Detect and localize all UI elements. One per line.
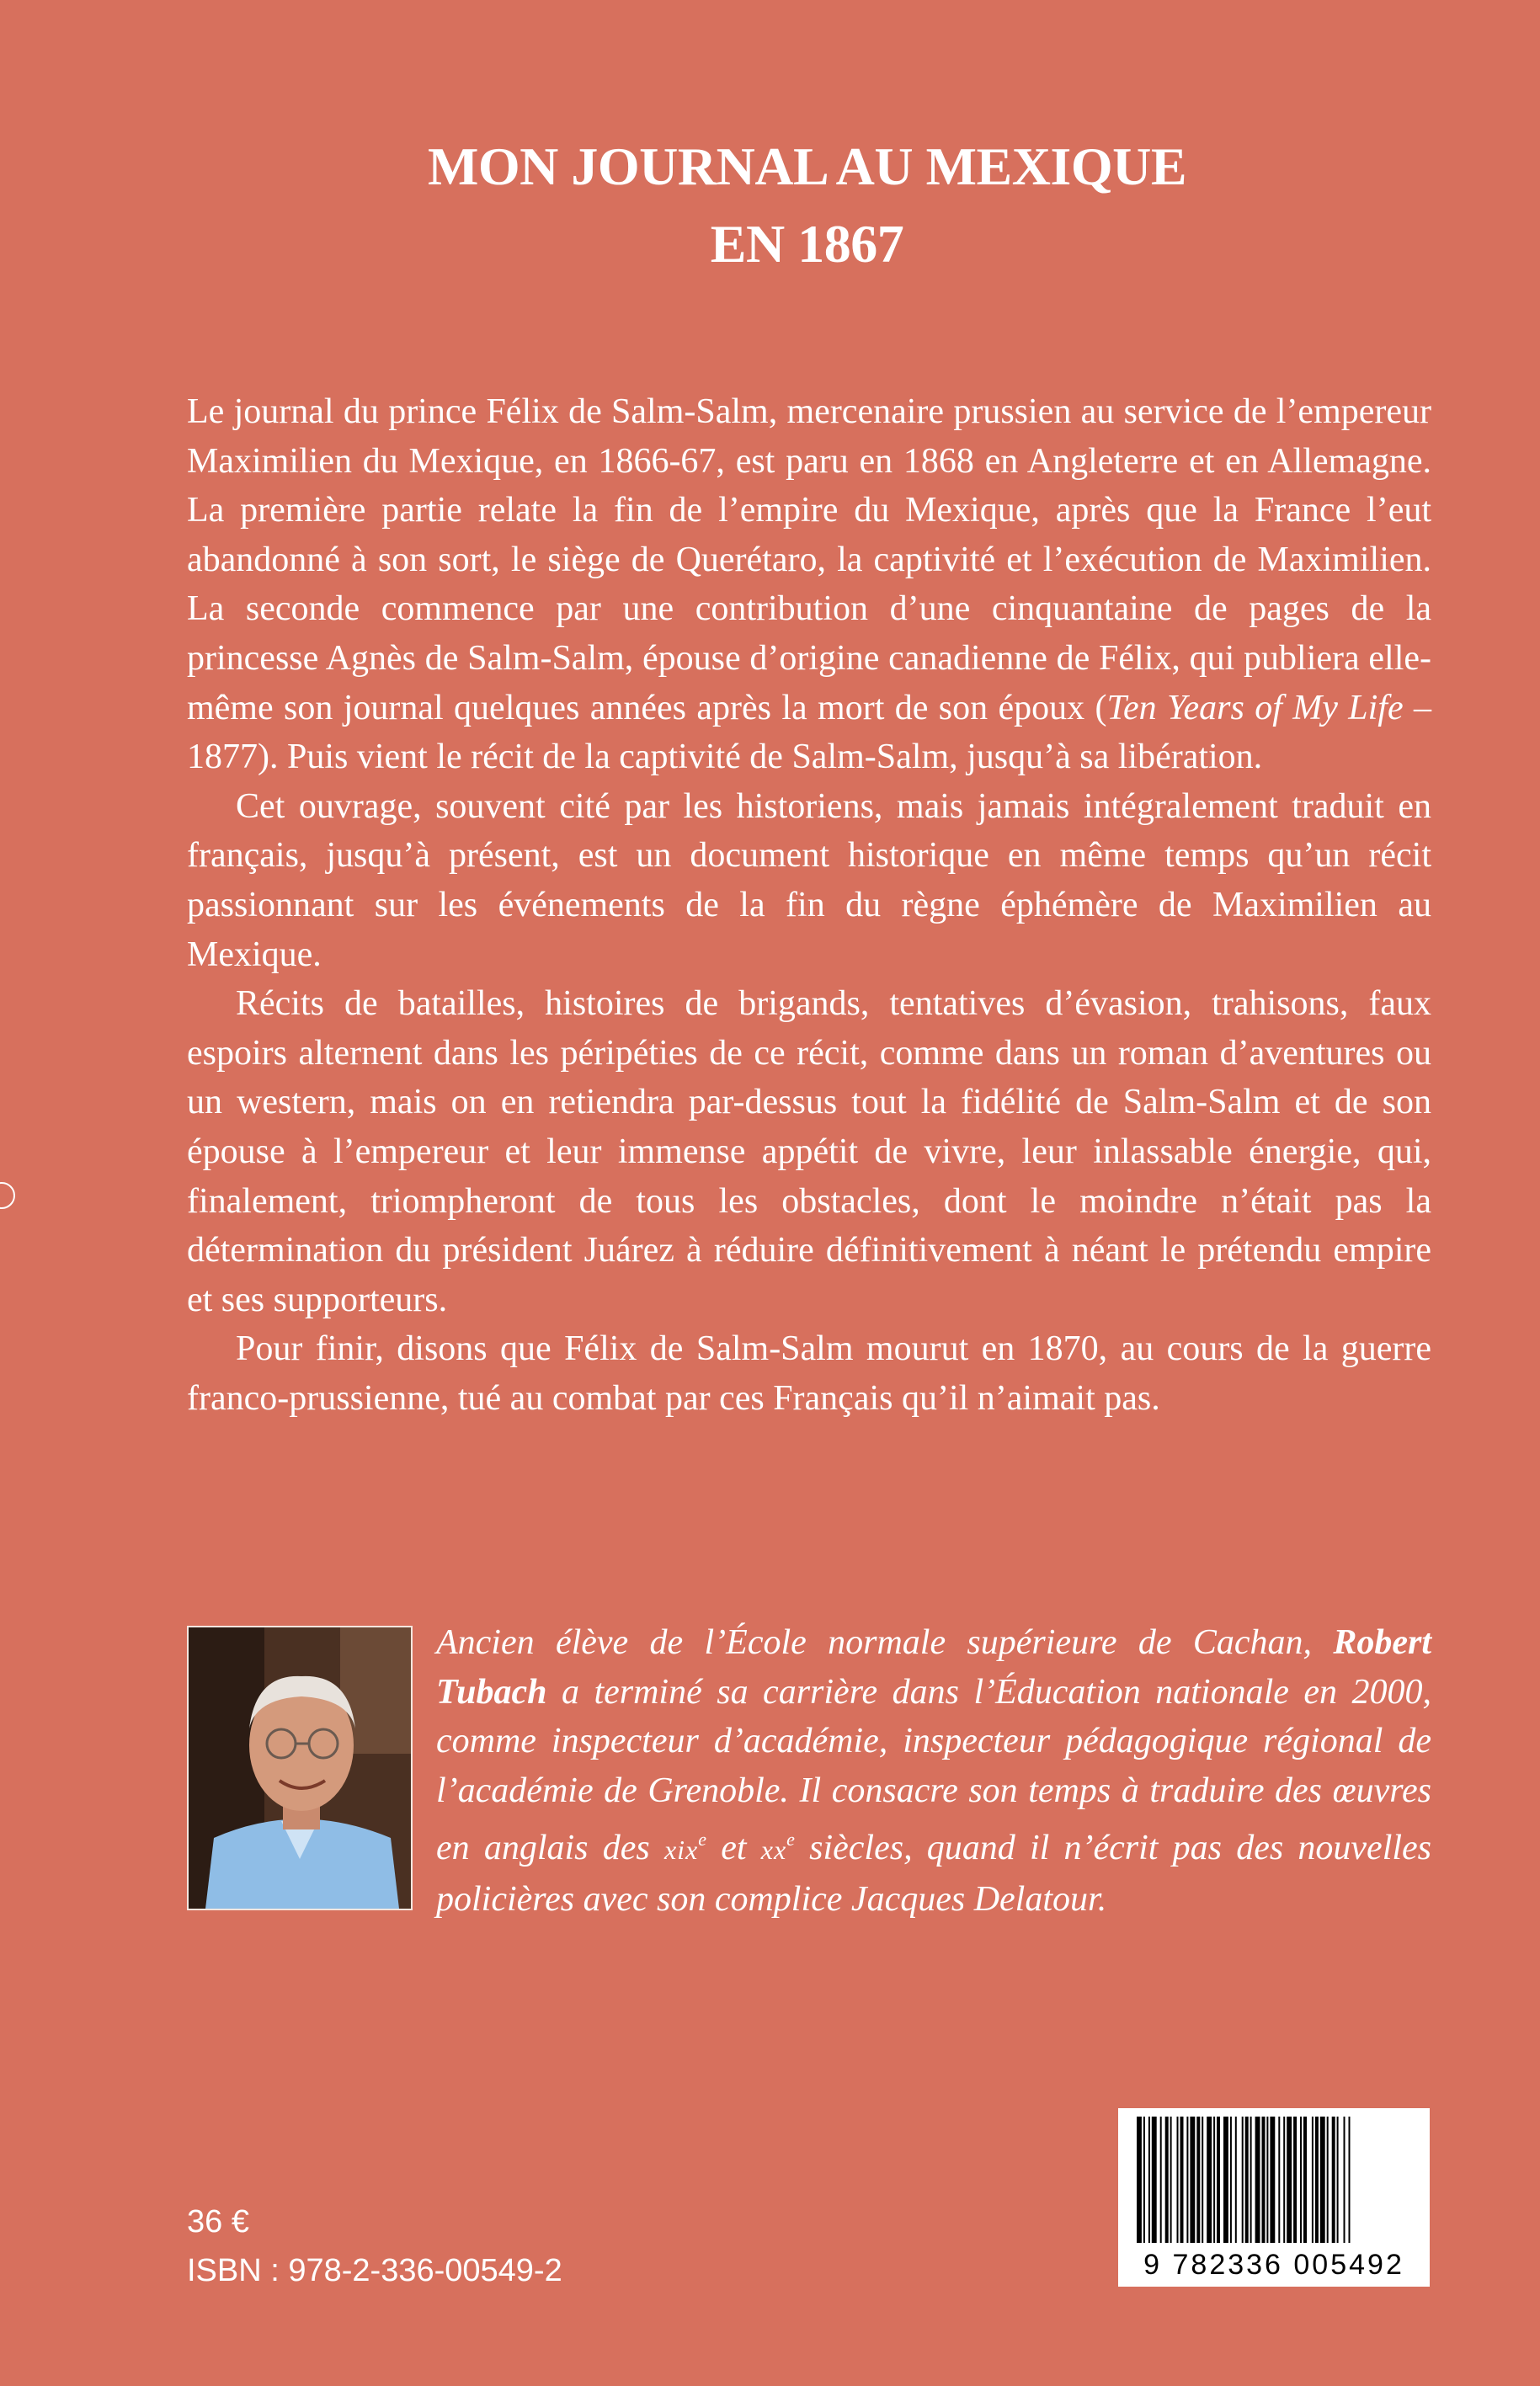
barcode-bar [1217, 2117, 1220, 2243]
barcode-bar [1170, 2117, 1172, 2243]
bio-text-a: Ancien élève de l’École normale supérieure de Cachan, [436, 1623, 1334, 1662]
author-name: Robert Tubach [436, 1623, 1431, 1712]
barcode-bar [1160, 2117, 1162, 2243]
barcode-bar [1245, 2117, 1249, 2243]
registration-mark [0, 1182, 15, 1209]
barcode-bar [1287, 2117, 1292, 2243]
bio-text-d: siècles, quand il n’écrit pas des nouvelles policières avec son complice Jacques Delatour. [436, 1829, 1432, 1919]
century-19: xix [663, 1835, 699, 1866]
barcode-bar [1143, 2117, 1145, 2243]
barcode-bar [1349, 2117, 1351, 2243]
barcode-bar [1250, 2117, 1252, 2243]
p1-text-b: – 1877). Puis vient le récit de la captivité de Salm-Salm, jusqu’à sa libération. [187, 688, 1431, 777]
barcode-bar [1312, 2117, 1314, 2243]
barcode-bar [1186, 2117, 1188, 2243]
barcode-bar [1300, 2117, 1302, 2243]
barcode-bars [1118, 2108, 1430, 2251]
barcode-bar [1337, 2117, 1339, 2243]
price: 36 € [187, 2204, 249, 2240]
barcode-bar [1152, 2117, 1157, 2243]
author-photo [187, 1626, 413, 1910]
barcode-digits: 9 782336 005492 [1143, 2249, 1404, 2281]
barcode-bar [1303, 2117, 1307, 2243]
barcode-bar [1137, 2117, 1142, 2243]
synopsis-paragraph-4: Pour finir, disons que Félix de Salm-Salm mourut en 1870, au cours de la guerre franco-prussienne, tué au combat par ces Français qu’il n’aimait pas. [187, 1329, 1431, 1418]
synopsis-paragraph-1 [187, 387, 1431, 782]
title-line-2: EN 1867 [710, 214, 904, 274]
century-20: xx [760, 1835, 787, 1866]
barcode-bar [1242, 2117, 1244, 2243]
synopsis-paragraph-2: Cet ouvrage, souvent cité par les historiens, mais jamais intégralement traduit en français, jusqu’à présent, est un document historique en même temps qu’un récit passionnant sur les événements de la fin du règne éphémère de Maximilien au Mexique. [187, 786, 1431, 974]
barcode-bar [1278, 2117, 1280, 2243]
barcode-bar [1213, 2117, 1215, 2243]
book-title [0, 128, 1540, 283]
barcode-bar [1332, 2117, 1335, 2243]
barcode-bar [1207, 2117, 1212, 2243]
century-20-suffix: e [786, 1829, 795, 1851]
barcode-bar [1196, 2117, 1200, 2243]
barcode-bar [1235, 2117, 1237, 2243]
barcode-bar [1327, 2117, 1329, 2243]
barcode [1118, 2108, 1430, 2287]
p1-book-title: Ten Years of My Life [1106, 688, 1404, 727]
isbn: ISBN : 978-2-336-00549-2 [187, 2253, 562, 2288]
author-portrait-image [189, 1627, 411, 1909]
barcode-bar [1223, 2117, 1228, 2243]
barcode-bar [1165, 2117, 1169, 2243]
barcode-bar [1148, 2117, 1150, 2243]
barcode-bar [1270, 2117, 1275, 2243]
synopsis [187, 387, 1431, 1423]
barcode-bar [1315, 2117, 1319, 2243]
barcode-bar [1255, 2117, 1260, 2243]
barcode-bar [1177, 2117, 1179, 2243]
barcode-bar [1230, 2117, 1232, 2243]
bio-text-b: a terminé sa carrière dans l’Éducation nationale en 2000, comme inspecteur d’académie, inspecteur pédagogique régional de l’académie de Grenoble. Il consacre son temps à traduire des œuvres en anglais des [436, 1672, 1431, 1868]
p1-text-a: Le journal du prince Félix de Salm-Salm, mercenaire prussien au service de l’empereur Maximilien du Mexique, en 1866-67, est paru en 1868 en Angleterre et en Allemagne. La première partie relate la fin de l’empire du Mexique, après que la France l’eut abandonné à son sort, le siège de Querétaro, la captivité et l’exécution de Maximilien. La seconde commence par une contribution d’une cinquantaine de pages de la princesse Agnès de Salm-Salm, épouse d’origine canadienne de Félix, qui publiera elle-même son journal quelques années après la mort de son époux ( [187, 392, 1431, 727]
barcode-bar [1262, 2117, 1266, 2243]
barcode-bar [1190, 2117, 1195, 2243]
synopsis-paragraph-3: Récits de batailles, histoires de brigands, tentatives d’évasion, trahisons, faux espoirs alternent dans les péripéties de ce récit, comme dans un roman d’aventures ou un western, mais on en retiendra par-dessus tout la fidélité de Salm-Salm et de son épouse à l’empereur et leur immense appétit de vivre, leur inlassable énergie, qui, finalement, triompheront de tous les obstacles, dont le moindre n’était pas la détermination du président Juárez à réduire définitivement à néant le prétendu empire et ses supporteurs. [187, 984, 1431, 1319]
barcode-bar [1283, 2117, 1285, 2243]
barcode-bar [1320, 2117, 1325, 2243]
barcode-bar [1202, 2117, 1203, 2243]
barcode-bar [1180, 2117, 1184, 2243]
author-bio [436, 1618, 1431, 1925]
title-line-1: MON JOURNAL AU MEXIQUE [427, 136, 1187, 196]
barcode-bar [1266, 2117, 1268, 2243]
barcode-bar [1344, 2117, 1346, 2243]
century-19-suffix: e [698, 1829, 706, 1851]
barcode-bar [1293, 2117, 1297, 2243]
bio-text-c: et [706, 1829, 761, 1868]
